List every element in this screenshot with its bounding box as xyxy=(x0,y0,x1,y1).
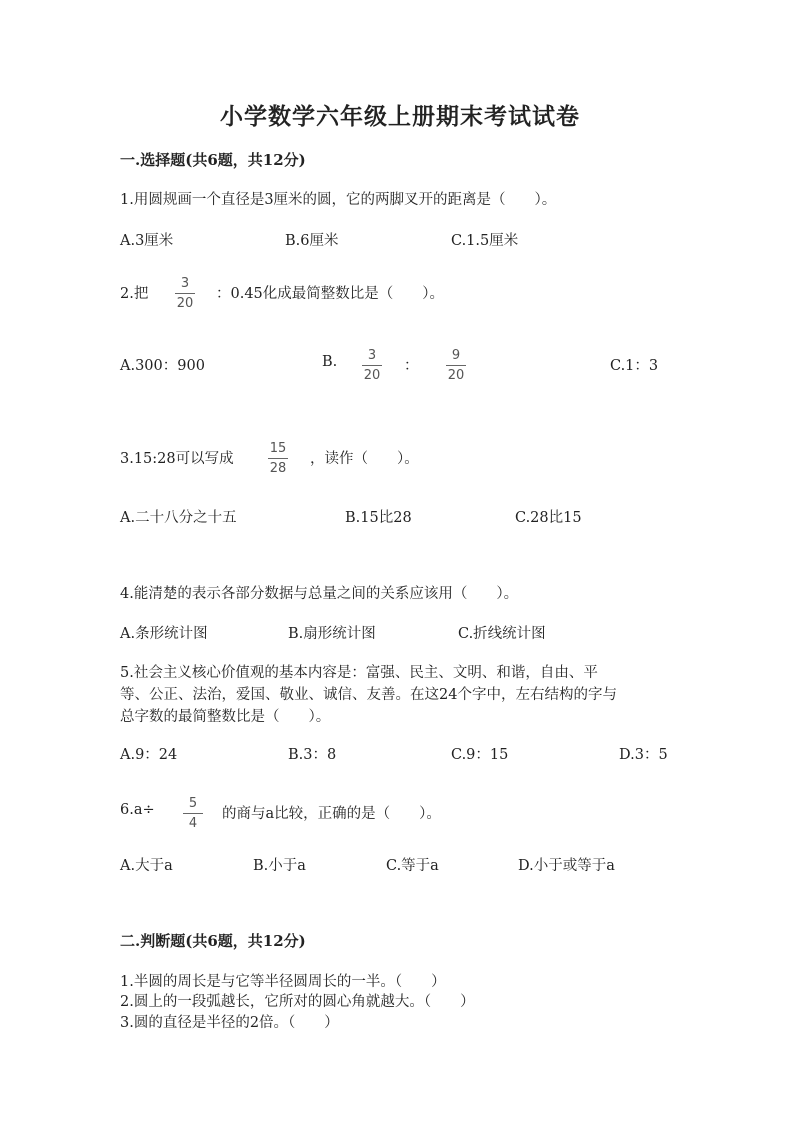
question-5-option-c[interactable]: C.9：15 xyxy=(451,747,509,763)
question-2-fraction xyxy=(175,276,195,312)
section-heading-choice: 一.选择题(共6题，共12分) xyxy=(120,151,306,169)
fraction-bar xyxy=(268,458,288,459)
question-5-line-2: 等、公正、法治，爱国、敬业、诚信、友善。在这24个字中，左右结构的字与 xyxy=(120,687,617,703)
judgement-item-2: 2.圆上的一段弧越长，它所对的圆心角就越大。（ ） xyxy=(120,994,475,1010)
question-5-option-a[interactable]: A.9：24 xyxy=(120,747,178,763)
question-3-suffix: ，读作（ ）。 xyxy=(310,451,419,467)
question-3-fraction xyxy=(268,441,288,477)
fraction-bar xyxy=(183,813,203,814)
page-title: 小学数学六年级上册期末考试试卷 xyxy=(220,103,580,130)
question-4-option-b[interactable]: B.扇形统计图 xyxy=(288,626,376,642)
question-2-option-b-separator: ： xyxy=(404,358,419,374)
question-5-option-d[interactable]: D.3：5 xyxy=(619,747,668,763)
question-6-option-c[interactable]: C.等于a xyxy=(386,858,439,874)
question-6-option-b[interactable]: B.小于a xyxy=(253,858,306,874)
fraction-bar xyxy=(362,365,382,366)
question-2-option-b-label[interactable]: B. xyxy=(322,354,338,370)
question-3-option-c[interactable]: C.28比15 xyxy=(515,510,582,526)
fraction-denominator: 4 xyxy=(188,816,198,831)
question-2-option-b-fraction-1 xyxy=(362,348,382,384)
question-5-option-b[interactable]: B.3：8 xyxy=(288,747,337,763)
fraction-numerator: 5 xyxy=(188,796,198,811)
question-1-option-c[interactable]: C.1.5厘米 xyxy=(451,233,519,249)
fraction-bar xyxy=(446,365,466,366)
fraction-denominator: 20 xyxy=(363,368,381,383)
fraction-numerator: 3 xyxy=(367,348,377,363)
question-5-line-3: 总字数的最简整数比是（ ）。 xyxy=(120,709,331,725)
question-3-option-b[interactable]: B.15比28 xyxy=(345,510,412,526)
question-2-option-b-fraction-2 xyxy=(446,348,466,384)
question-1-option-a[interactable]: A.3厘米 xyxy=(120,233,174,249)
question-6-suffix: 的商与a比较，正确的是（ ）。 xyxy=(222,806,441,822)
question-4-option-a[interactable]: A.条形统计图 xyxy=(120,626,208,642)
question-2-suffix: ：0.45化成最简整数比是（ ）。 xyxy=(216,286,445,302)
question-5-line-1: 5.社会主义核心价值观的基本内容是：富强、民主、文明、和谐，自由、平 xyxy=(120,665,598,681)
question-6-prefix: 6.a÷ xyxy=(120,802,155,818)
fraction-numerator: 15 xyxy=(269,441,287,456)
question-2-option-a[interactable]: A.300：900 xyxy=(120,358,205,374)
section-heading-judgement: 二.判断题(共6题，共12分) xyxy=(120,932,306,950)
question-6-option-d[interactable]: D.小于或等于a xyxy=(518,858,615,874)
question-2-option-c[interactable]: C.1：3 xyxy=(610,358,659,374)
question-6-option-a[interactable]: A.大于a xyxy=(120,858,173,874)
question-4-option-c[interactable]: C.折线统计图 xyxy=(458,626,546,642)
question-1-text: 1.用圆规画一个直径是3厘米的圆，它的两脚叉开的距离是（ ）。 xyxy=(120,192,557,208)
question-3-prefix: 3.15:28可以写成 xyxy=(120,451,234,467)
fraction-denominator: 20 xyxy=(447,368,465,383)
question-2-prefix: 2.把 xyxy=(120,286,149,302)
judgement-item-1: 1.半圆的周长是与它等半径圆周长的一半。（ ） xyxy=(120,974,446,990)
judgement-item-3: 3.圆的直径是半径的2倍。（ ） xyxy=(120,1015,339,1031)
fraction-numerator: 3 xyxy=(180,276,190,291)
question-3-option-a[interactable]: A.二十八分之十五 xyxy=(120,510,237,526)
fraction-denominator: 20 xyxy=(176,296,194,311)
fraction-numerator: 9 xyxy=(451,348,461,363)
question-1-option-b[interactable]: B.6厘米 xyxy=(285,233,339,249)
fraction-bar xyxy=(175,293,195,294)
question-6-fraction xyxy=(183,796,203,832)
fraction-denominator: 28 xyxy=(269,461,287,476)
question-4-text: 4.能清楚的表示各部分数据与总量之间的关系应该用（ ）。 xyxy=(120,586,519,602)
